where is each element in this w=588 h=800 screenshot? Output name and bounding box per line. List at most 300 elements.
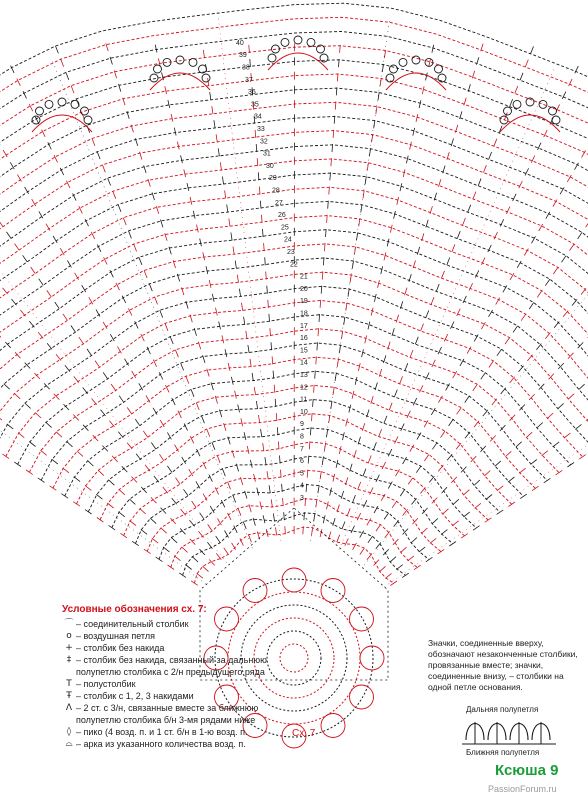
- stitch-mark: [144, 165, 146, 173]
- stitch-mark: [53, 236, 57, 243]
- legend-item: [62, 654, 302, 678]
- stitch-mark: [426, 557, 433, 562]
- stitch-mark: [457, 408, 462, 415]
- stitch-mark: [385, 573, 391, 578]
- stitch-mark: [405, 363, 408, 370]
- stitch-mark: [536, 344, 541, 350]
- row-number: 12: [300, 384, 308, 392]
- stitch-mark: [316, 357, 317, 365]
- stitch-mark: [412, 498, 417, 504]
- picot-icon: [45, 100, 53, 108]
- petal-loop: [243, 579, 267, 603]
- stitch-mark: [254, 387, 255, 395]
- radial-guide: [364, 157, 588, 566]
- stitch-mark: [118, 432, 123, 438]
- stitch-mark: [82, 285, 86, 292]
- stitch-mark: [256, 401, 257, 409]
- stitch-mark: [516, 442, 522, 447]
- stitch-mark: [153, 408, 157, 415]
- stitch-mark: [160, 310, 163, 318]
- stitch-mark: [353, 495, 356, 503]
- stitch-mark: [159, 454, 164, 461]
- stitch-mark: [143, 431, 148, 438]
- stitch-mark: [505, 451, 511, 456]
- stitch-mark: [161, 528, 167, 533]
- stitch-mark: [501, 388, 506, 394]
- stitch-mark: [20, 310, 25, 316]
- stitch-mark: [410, 445, 414, 452]
- stitch-mark: [579, 384, 585, 389]
- row-arc: [147, 470, 441, 551]
- sc-back-loop-icon: ‡: [66, 655, 72, 665]
- stitch-mark: [248, 345, 249, 353]
- row-number: 40: [236, 39, 244, 47]
- stitch-mark: [119, 512, 125, 517]
- stitch-mark: [280, 456, 281, 464]
- stitch-mark: [451, 139, 453, 147]
- stitch-mark: [268, 300, 269, 308]
- stitch-mark: [568, 394, 574, 399]
- stitch-mark: [170, 337, 173, 344]
- single-crochet-icon: +: [65, 643, 73, 653]
- row-number: 11: [300, 396, 308, 404]
- stitch-mark: [118, 205, 121, 212]
- stitch-mark: [482, 258, 486, 265]
- stitch-mark: [568, 353, 574, 359]
- stitch-mark: [429, 59, 431, 67]
- stitch-mark: [426, 310, 429, 317]
- row-number: 38: [242, 64, 250, 72]
- stitch-mark: [200, 239, 202, 247]
- stitch-mark: [380, 78, 381, 86]
- stitch-mark: [367, 554, 372, 560]
- stitch-mark: [575, 163, 579, 170]
- stitch-mark: [531, 46, 534, 53]
- stitch-mark: [432, 45, 434, 53]
- stitch-mark: [474, 480, 480, 485]
- stitch-mark: [362, 423, 364, 431]
- stitch-mark: [403, 509, 408, 515]
- picot-icon: [154, 65, 162, 73]
- stitch-mark: [385, 531, 390, 537]
- stitch-mark: [249, 535, 252, 542]
- stitch-mark: [139, 257, 142, 265]
- picot-icon: [307, 38, 315, 46]
- stitch-mark: [438, 396, 442, 403]
- stitch-mark: [207, 429, 210, 437]
- stitch-mark: [432, 518, 438, 523]
- stitch-mark: [489, 361, 494, 368]
- stitch-mark: [129, 231, 132, 238]
- stitch-mark: [96, 494, 102, 499]
- stitch-mark: [319, 314, 320, 322]
- radial-guide: [51, 58, 252, 548]
- picot-icon: [58, 98, 66, 106]
- stitch-mark: [497, 486, 503, 491]
- stitch-mark: [246, 331, 247, 339]
- row-number: 4: [300, 482, 304, 490]
- stitch-mark: [422, 508, 428, 514]
- stitch-mark: [46, 422, 52, 427]
- stitch-mark: [570, 244, 575, 251]
- stitch-mark: [419, 547, 425, 552]
- stitch-mark: [449, 419, 454, 426]
- stitch-mark: [320, 300, 321, 308]
- stitch-mark: [420, 487, 425, 493]
- stitch-mark: [475, 270, 479, 277]
- stitch-mark: [255, 130, 256, 138]
- stitch-mark: [259, 415, 260, 423]
- stitch-mark: [368, 456, 371, 464]
- picot-icon: [549, 107, 557, 115]
- radial-guide: [0, 267, 206, 584]
- picot-icon: [386, 74, 394, 82]
- stitch-mark: [257, 158, 258, 166]
- stitch-mark: [485, 518, 492, 523]
- row-number: 31: [263, 150, 271, 158]
- stitch-mark: [400, 490, 405, 497]
- stitch-mark: [55, 302, 60, 309]
- stitch-mark: [402, 573, 409, 578]
- stitch-mark: [261, 429, 262, 437]
- stitch-mark: [249, 45, 250, 53]
- near-loop-label: Ближняя полупетля: [466, 748, 540, 757]
- stitch-mark: [168, 565, 175, 570]
- stitch-mark: [197, 449, 201, 456]
- stitch-mark: [500, 219, 504, 226]
- stitch-mark: [374, 560, 379, 566]
- stitch-mark: [219, 322, 221, 330]
- stitch-mark: [352, 391, 354, 399]
- row-number: 9: [300, 421, 304, 429]
- stitch-mark: [181, 155, 183, 163]
- stitch-mark: [103, 322, 107, 329]
- stitch-mark: [508, 502, 515, 507]
- stitch-mark: [271, 342, 272, 350]
- stitch-mark: [463, 218, 466, 225]
- stitch-mark: [184, 489, 189, 496]
- stitch-mark: [193, 211, 195, 219]
- stitch-mark: [224, 548, 229, 555]
- stitch-mark: [274, 385, 275, 393]
- scallop-arc: [32, 115, 92, 132]
- stitch-mark: [267, 471, 268, 479]
- stitch-mark: [229, 219, 230, 227]
- stitch-mark: [97, 152, 100, 159]
- stitch-mark: [410, 350, 413, 357]
- stitch-mark: [238, 508, 241, 515]
- stitch-mark: [375, 383, 377, 391]
- stitch-mark: [140, 152, 142, 160]
- stitch-mark: [430, 538, 436, 543]
- stitch-mark: [400, 376, 403, 383]
- brand-title: Ксюша 9: [495, 762, 559, 779]
- legend-item: [62, 690, 302, 702]
- stitch-mark: [413, 128, 415, 136]
- stitch-mark: [464, 98, 466, 106]
- stitch-mark: [544, 478, 551, 483]
- stitch-mark: [417, 247, 419, 255]
- stitch-mark: [40, 450, 46, 455]
- stitch-mark: [23, 255, 28, 262]
- stitch-mark: [38, 332, 43, 338]
- stitch-mark: [264, 243, 265, 251]
- stitch-mark: [314, 513, 315, 521]
- stitch-mark: [283, 498, 284, 506]
- stitch-mark: [520, 73, 523, 80]
- scallop-arc: [150, 73, 210, 90]
- row-number: 30: [266, 162, 274, 170]
- stitch-mark: [389, 403, 392, 410]
- stitch-mark: [18, 433, 24, 438]
- stitch-mark: [269, 314, 270, 322]
- stitch-mark: [123, 218, 126, 225]
- stitch-mark: [374, 120, 375, 128]
- stitch-mark: [381, 494, 385, 501]
- stitch-mark: [135, 419, 140, 426]
- stitch-mark: [564, 433, 570, 438]
- picot-icon: [320, 54, 328, 62]
- row-arc: [0, 286, 588, 449]
- stitch-mark: [553, 442, 559, 447]
- stitch-mark: [390, 557, 396, 562]
- stitch-mark: [354, 450, 356, 458]
- stitch-mark: [144, 549, 151, 553]
- stitch-mark: [363, 469, 366, 477]
- stitch-mark: [25, 187, 29, 194]
- stitch-mark: [212, 442, 215, 450]
- stitch-mark: [56, 432, 62, 437]
- stitch-mark: [206, 266, 208, 274]
- stitch-mark: [495, 461, 501, 466]
- stitch-mark: [52, 459, 58, 464]
- stitch-mark: [351, 526, 355, 533]
- stitch-mark: [190, 520, 195, 526]
- stitch-mark: [65, 365, 70, 371]
- stitch-mark: [244, 432, 246, 440]
- stitch-mark: [339, 446, 341, 454]
- stitch-mark: [155, 297, 158, 305]
- stitch-mark: [484, 471, 490, 476]
- radial-guide: [339, 66, 556, 550]
- row-number: 22: [290, 261, 298, 269]
- stitch-mark: [119, 396, 124, 403]
- stitch-mark: [546, 212, 550, 219]
- stitch-mark: [101, 410, 106, 416]
- stitch-mark: [34, 373, 40, 379]
- picot-icon: [36, 107, 44, 115]
- stitch-mark: [431, 297, 434, 304]
- stitch-mark: [152, 538, 158, 543]
- stitch-mark: [141, 529, 147, 534]
- stitch-mark: [113, 191, 116, 198]
- stitch-mark: [47, 343, 52, 349]
- row-number: 37: [245, 76, 253, 84]
- stitch-mark: [474, 421, 479, 427]
- stitch-mark: [262, 215, 263, 223]
- stitch-mark: [171, 114, 173, 122]
- stitch-mark: [140, 509, 146, 514]
- stitch-mark: [179, 573, 186, 578]
- stitch-mark: [361, 205, 362, 213]
- stitch-mark: [250, 59, 251, 67]
- stitch-mark: [163, 547, 169, 552]
- stitch-mark: [239, 289, 240, 297]
- stitch-mark: [416, 114, 418, 122]
- stitch-mark: [256, 144, 257, 152]
- stitch-mark: [141, 487, 147, 493]
- stitch-mark: [371, 308, 373, 316]
- stitch-mark: [79, 337, 84, 344]
- stitch-mark: [95, 361, 100, 368]
- row-number: 33: [257, 126, 265, 133]
- stitch-mark: [245, 491, 247, 499]
- stitch-mark: [198, 342, 200, 350]
- stitch-mark: [263, 229, 264, 237]
- row-number: 14: [300, 359, 308, 367]
- stitch-mark: [66, 72, 69, 80]
- legend-title: Условные обозначения сх. 7:: [62, 604, 207, 615]
- stitch-mark: [390, 225, 392, 233]
- stitch-mark: [85, 485, 91, 490]
- row-number: 32: [260, 138, 268, 146]
- stitch-mark: [529, 303, 534, 310]
- stitch-mark: [465, 432, 470, 438]
- loop-illustration: [462, 722, 556, 744]
- stitch-mark: [171, 537, 177, 542]
- stitch-mark: [172, 398, 176, 405]
- stitch-mark: [250, 460, 252, 468]
- stitch-mark: [3, 288, 8, 294]
- stitch-mark: [238, 405, 240, 413]
- stitch-mark: [119, 489, 125, 494]
- stitch-mark: [369, 148, 370, 156]
- row-number: 28: [272, 187, 280, 195]
- row-number: 16: [300, 335, 308, 343]
- stitch-mark: [102, 165, 105, 172]
- row-number: 20: [300, 285, 308, 293]
- stitch-mark: [278, 441, 279, 449]
- stitch-mark: [327, 429, 328, 437]
- stitch-mark: [326, 229, 327, 237]
- picot-icon: [399, 58, 407, 66]
- stitch-mark: [452, 244, 455, 251]
- legend-rows: [62, 618, 302, 750]
- stitch-mark: [519, 468, 525, 473]
- row-number: 24: [284, 236, 292, 244]
- stitch-mark: [222, 335, 224, 343]
- row-number: 7: [300, 445, 304, 453]
- stitch-mark: [254, 474, 256, 482]
- stitch-mark: [312, 413, 313, 421]
- stitch-mark: [151, 443, 156, 450]
- stitch-mark: [29, 442, 35, 447]
- stitch-mark: [520, 494, 527, 499]
- stitch-mark: [357, 513, 361, 520]
- stitch-mark: [483, 410, 488, 416]
- stitch-mark: [250, 359, 251, 367]
- stitch-mark: [346, 303, 347, 311]
- stitch-mark: [150, 518, 156, 523]
- stitch-mark: [432, 443, 437, 450]
- stitch-mark: [120, 533, 127, 538]
- stitch-mark: [374, 294, 376, 302]
- stitch-mark: [556, 470, 563, 475]
- stitch-mark: [408, 556, 414, 561]
- stitch-mark: [61, 59, 64, 66]
- stitch-mark: [23, 91, 27, 98]
- stitch-mark: [394, 390, 397, 397]
- stitch-mark: [513, 194, 517, 201]
- stitch-mark: [103, 372, 108, 379]
- stitch-mark: [313, 399, 314, 407]
- stitch-mark: [312, 527, 313, 535]
- stitch-mark: [510, 377, 515, 383]
- legend-item: [62, 702, 302, 726]
- stitch-mark: [181, 509, 186, 515]
- stitch-mark: [212, 294, 214, 302]
- stitch-mark: [197, 573, 203, 578]
- stitch-mark: [376, 525, 381, 532]
- stitch-mark: [0, 220, 3, 227]
- stitch-mark: [411, 538, 417, 543]
- stitch-mark: [558, 403, 564, 408]
- stitch-mark: [542, 451, 548, 456]
- stitch-mark: [360, 548, 365, 555]
- stitch-mark: [336, 87, 337, 95]
- row-arc: [159, 482, 429, 560]
- stitch-mark: [397, 197, 399, 205]
- stitch-mark: [500, 425, 506, 431]
- stitch-mark: [77, 451, 83, 456]
- stitch-mark: [191, 389, 194, 396]
- stitch-mark: [519, 366, 524, 372]
- stitch-mark: [545, 279, 550, 286]
- row-number: 3: [300, 495, 304, 502]
- stitch-mark: [492, 399, 497, 405]
- stitch-mark: [132, 371, 136, 378]
- picot-icon: ◊: [66, 727, 72, 737]
- stitch-mark: [92, 138, 95, 146]
- petal-loop: [321, 714, 345, 738]
- stitch-mark: [384, 355, 386, 363]
- stitch-mark: [563, 311, 568, 317]
- stitch-mark: [358, 482, 361, 490]
- legend-item: [62, 726, 302, 738]
- stitch-mark: [203, 566, 209, 571]
- stitch-mark: [489, 152, 492, 159]
- row-number: 21: [300, 273, 308, 281]
- stitch-mark: [508, 477, 514, 482]
- stitch-mark: [225, 349, 227, 357]
- stitch-mark: [467, 347, 471, 354]
- stitch-mark: [419, 100, 421, 108]
- stitch-mark: [347, 508, 350, 516]
- stitch-mark: [61, 494, 68, 499]
- picot-icon: [268, 54, 276, 62]
- stitch-mark: [384, 513, 389, 520]
- row-numbers: [236, 40, 308, 502]
- row-number: 29: [269, 175, 277, 183]
- picot-icon: [176, 56, 184, 64]
- stitch-mark: [323, 515, 325, 523]
- stitch-mark: [187, 183, 189, 191]
- stitch-mark: [216, 536, 221, 543]
- stitch-mark: [174, 128, 176, 136]
- stitch-mark: [276, 527, 277, 535]
- stitch-mark: [4, 384, 10, 389]
- legend-item: [62, 738, 302, 750]
